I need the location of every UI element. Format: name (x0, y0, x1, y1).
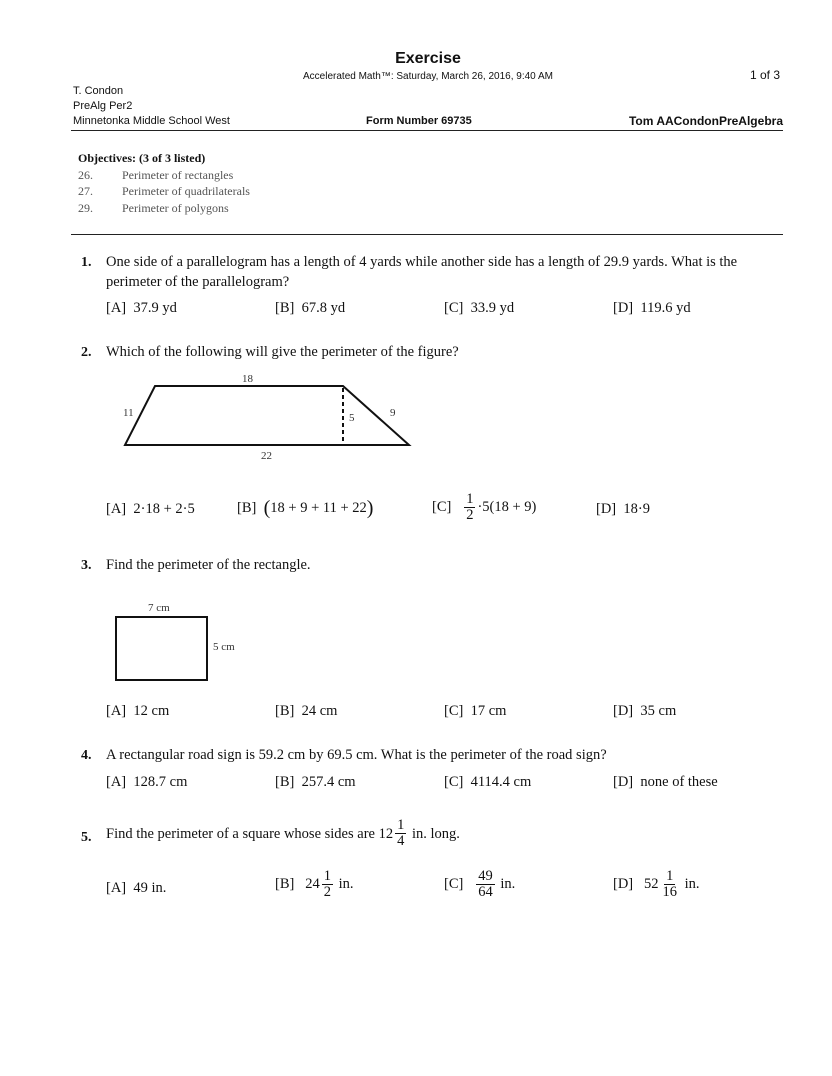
question-number: 4. (81, 748, 92, 763)
answer-option-a[interactable]: [A] 37.9 yd (106, 300, 177, 316)
answer-option-b[interactable]: [B] 67.8 yd (275, 300, 346, 316)
question-text: A rectangular road sign is 59.2 cm by 69.5 cm. What is the perimeter of the road sign? (106, 747, 607, 763)
answer-option-d[interactable]: [D] 52 $\frac{1}{16}$ in. (613, 868, 700, 901)
label-bottom: 22 (261, 450, 272, 462)
answer-option-c[interactable]: [C] 4114.4 cm (444, 774, 532, 790)
question-text: Which of the following will give the perimeter of the figure? (106, 344, 459, 360)
form-number: Form Number 69735 (366, 115, 472, 127)
answer-option-d[interactable]: [D] 119.6 yd (613, 300, 691, 316)
class-name: PreAlg Per2 (73, 100, 133, 112)
rectangle-figure (110, 598, 250, 688)
label-left: 11 (123, 407, 134, 419)
label-width: 7 cm (148, 602, 170, 614)
trapezoid-shape (125, 386, 409, 445)
label-right: 9 (390, 407, 396, 419)
question-number: 1. (81, 255, 92, 270)
header-divider (71, 130, 783, 131)
objectives-title: Objectives: (3 of 3 listed) (78, 151, 206, 165)
question-text: Find the perimeter of the rectangle. (106, 557, 311, 573)
answer-option-c[interactable]: [C] 33.9 yd (444, 300, 515, 316)
objective-number: 29. (78, 201, 93, 215)
answer-option-d[interactable]: [D] none of these (613, 774, 718, 790)
answer-option-d[interactable]: [D] 18·9 (596, 501, 650, 517)
student-name: Tom AACondonPreAlgebra (628, 114, 783, 128)
page-title: Exercise (395, 50, 461, 67)
answer-option-c[interactable]: [C] 17 cm (444, 703, 507, 719)
page-number: 1 of 3 (749, 68, 780, 82)
question-number: 3. (81, 558, 92, 573)
objective-text: Perimeter of polygons (122, 201, 229, 215)
answer-option-b[interactable]: [B] 24 $\frac{1}{2}$ in. (275, 868, 354, 901)
objectives-divider (71, 234, 783, 235)
rectangle-shape (116, 617, 207, 680)
label-height: 5 cm (213, 641, 235, 653)
answer-option-a[interactable]: [A] 2·18 + 2·5 (106, 501, 195, 517)
header-subtitle: Accelerated Math™: Saturday, March 26, 2016, 9:40 AM (303, 71, 553, 82)
objective-number: 26. (78, 168, 93, 182)
label-height: 5 (349, 412, 355, 424)
label-top: 18 (242, 373, 253, 385)
question-text: One side of a parallelogram has a length of 4 yards while another side has a length of 29.9 yards. What is the perimeter of the parallelogram? (106, 254, 738, 290)
objective-item (78, 168, 233, 183)
question-number: 5. (81, 830, 92, 845)
school-name: Minnetonka Middle School West (73, 115, 230, 127)
objective-number: 27. (78, 184, 93, 198)
objective-item (78, 201, 229, 216)
answer-option-c[interactable]: [C] $\frac{49}{64}$ in. (444, 868, 516, 901)
answer-option-b[interactable]: [B] 257.4 cm (275, 774, 356, 790)
answer-option-b[interactable]: [B] (18 + 9 + 11 + 22) (237, 497, 374, 519)
teacher-name: T. Condon (73, 85, 124, 97)
answer-option-a[interactable]: [A] 12 cm (106, 703, 170, 719)
answer-option-c[interactable]: [C] $\frac{1}{2}$ ·5(18 + 9) (432, 491, 537, 524)
objective-text: Perimeter of rectangles (122, 168, 234, 182)
objective-item (78, 184, 250, 199)
answer-option-b[interactable]: [B] 24 cm (275, 703, 338, 719)
question-text: Find the perimeter of a square whose sides are 12 $\frac{1}{4}$ in. long. (106, 817, 460, 850)
objective-text: Perimeter of quadrilaterals (122, 184, 250, 198)
answer-option-a[interactable]: [A] 49 in. (106, 880, 167, 896)
question-number: 2. (81, 345, 92, 360)
trapezoid-figure (110, 368, 420, 468)
answer-option-d[interactable]: [D] 35 cm (613, 703, 677, 719)
answer-option-a[interactable]: [A] 128.7 cm (106, 774, 188, 790)
